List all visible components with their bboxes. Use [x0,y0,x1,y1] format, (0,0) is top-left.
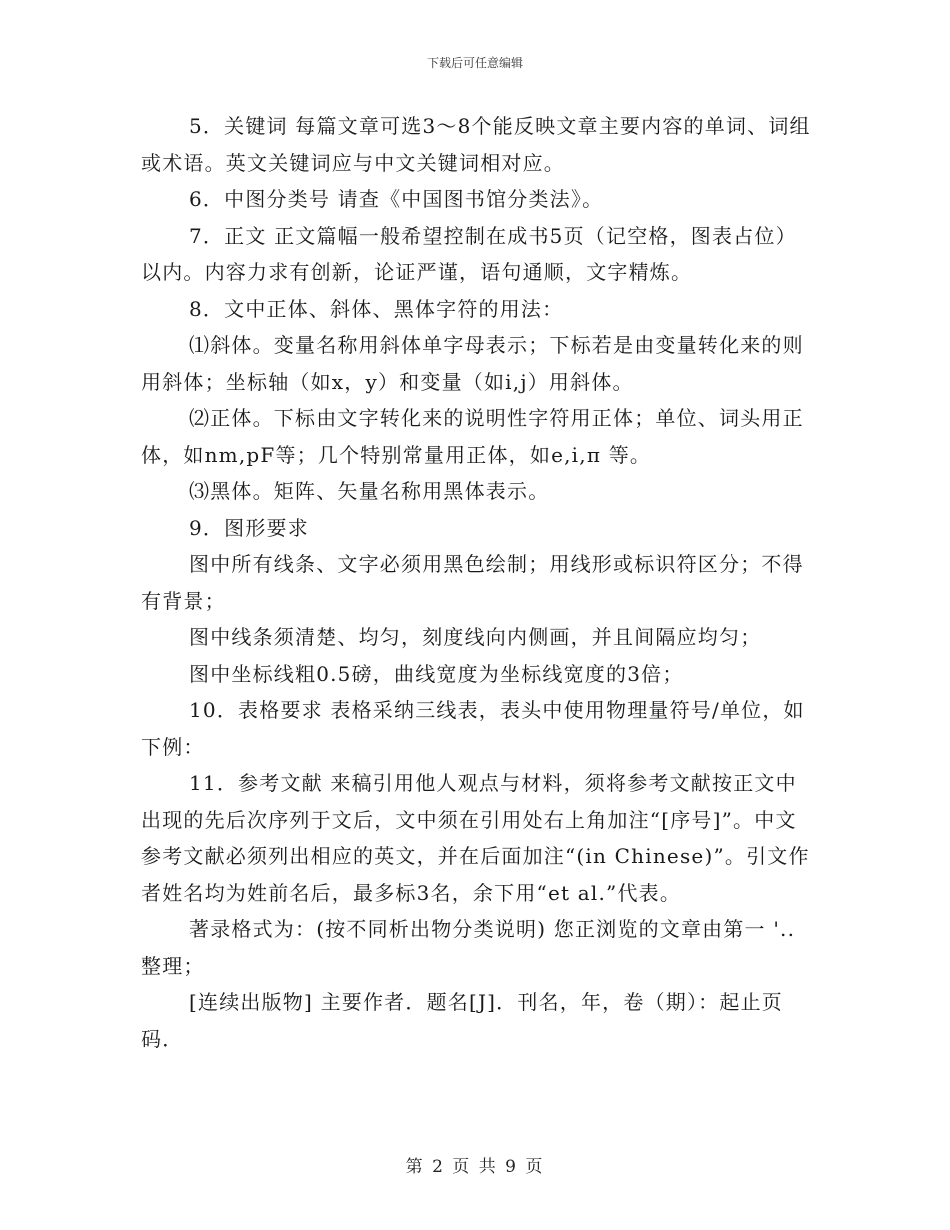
paragraph-citation-format: 著录格式为：(按不同析出物分类说明) 您正浏览的文章由第一 '..整理； [141,917,796,978]
document-body [141,108,811,1057]
paragraph-body-text: 7．正文 正文篇幅一般希望控制在成书5页（记空格，图表占位）以内。内容力求有创新，论证严谨，语句通顺，文字精炼。 [141,223,797,284]
paragraph-table-requirements: 10．表格要求 表格采纳三线表，表头中使用物理量符号/单位，如下例： [141,698,805,759]
page-header: 下载后可任意编辑 [426,56,523,70]
paragraph-classification: 6．中图分类号 请查《中国图书馆分类法》。 [189,187,604,211]
paragraph-bold: ⑶黑体。矩阵、矢量名称用黑体表示。 [189,479,550,503]
paragraph-references: 11．参考文献 来稿引用他人观点与材料，须将参考文献按正文中出现的先后次序列于文后，文中须在引用处右上角加注“[序号]”。中文参考文献必须列出相应的英文，并在后面加注“(in Chinese)”。引文作者姓名均为姓前名后，最多标3名，余下用“et al.”代表。 [141,771,810,905]
paragraph-keywords: 5．关键词 每篇文章可选3～8个能反映文章主要内容的单词、词组或术语。英文关键词应与中文关键词相对应。 [141,114,811,175]
paragraph-figure-requirements: 9．图形要求 [189,515,309,540]
paragraph-roman: ⑵正体。下标由文字转化来的说明性字符用正体；单位、词头用正体，如nm,pF等；几个特别常量用正体，如e,i,π 等。 [141,406,804,467]
paragraph-figure-axis: 图中坐标线粗0.5磅，曲线宽度为坐标线宽度的3倍； [189,661,684,686]
paragraph-figure-lines: 图中所有线条、文字必须用黑色绘制；用线形或标识符区分；不得有背景； [141,552,804,613]
paragraph-font-usage: 8．文中正体、斜体、黑体字符的用法： [189,296,564,321]
paragraph-italic: ⑴斜体。变量名称用斜体单字母表示；下标若是由变量转化来的则用斜体；坐标轴（如x，y）和变量（如i,j）用斜体。 [141,333,804,394]
page-footer: 第 2 页 共 9 页 [405,1157,545,1177]
paragraph-serial-publication: [连续出版物] 主要作者．题名[J]．刊名，年，卷（期）：起止页码． [141,990,783,1051]
paragraph-figure-ticks: 图中线条须清楚、均匀，刻度线向内侧画，并且间隔应均匀； [189,625,762,649]
